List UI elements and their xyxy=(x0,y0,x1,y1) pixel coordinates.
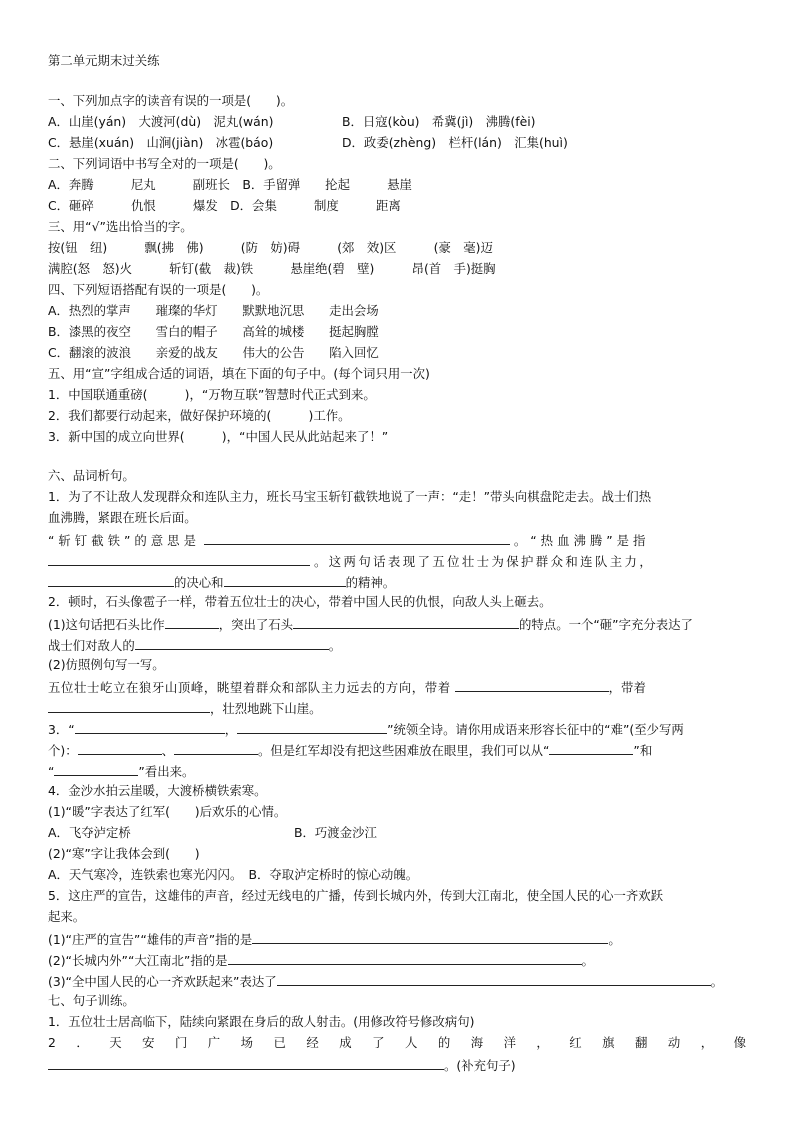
prompt-text: ”和 xyxy=(633,743,653,758)
section-6-q2-sub-2: (2)仿照例句写一写。 xyxy=(48,657,165,672)
section-6-q4-sub-1: (1)“暖”字表达了红军( )后欢乐的心情。 xyxy=(48,804,287,819)
prompt-text: ”看出来。 xyxy=(138,764,195,779)
section-6-passage-1-cont: 血沸腾，紧跟在班长后面。 xyxy=(48,510,197,525)
prompt-text: 。 xyxy=(710,974,724,989)
prompt-text: ”统领全诗。请你用成语来形容长征中的“难”(至少写两 xyxy=(387,722,684,737)
section-6-q1-line-3 xyxy=(48,572,395,592)
section-4-question: 四、下列短语搭配有误的一项是( )。 xyxy=(48,282,269,297)
answer-blank[interactable] xyxy=(174,740,258,755)
section-6-q2-line-2 xyxy=(48,635,341,655)
section-6-q2-line-4 xyxy=(48,698,322,718)
section-6-passage-2: 2．顿时，石头像雹子一样，带着五位壮士的决心，带着中国人民的仇恨，向敌人头上砸去。 xyxy=(48,594,552,609)
prompt-text: (1)这句话把石头比作 xyxy=(48,617,165,632)
section-6-q4-options-2: A．天气寒冷，连铁索也寒光闪闪。 B．夺取泸定桥时的惊心动魄。 xyxy=(48,867,419,882)
answer-blank[interactable] xyxy=(75,719,225,734)
section-2-options-ab: A．奔腾 尼丸 副班长 B．手留弹 抡起 悬崖 xyxy=(48,177,412,192)
prompt-text: 。 xyxy=(328,638,342,653)
section-3-question: 三、用“√”选出恰当的字。 xyxy=(48,219,193,234)
answer-blank[interactable] xyxy=(78,740,162,755)
section-6-passage-5-cont: 起来。 xyxy=(48,909,86,924)
section-6-passage-1: 1．为了不让敌人发现群众和连队主力，班长马宝玉斩钉截铁地说了一声：“走！”带头向棋盘陀走去。战士们热 xyxy=(48,489,652,504)
section-1-option-d: D．政委(zhèng) 栏杆(lán) 汇集(huì) xyxy=(342,135,568,150)
prompt-text: 、 xyxy=(161,743,175,758)
answer-blank[interactable] xyxy=(224,572,346,587)
section-1-option-b: B．日寇(kòu) 希冀(jì) 沸腾(fèi) xyxy=(342,114,536,129)
prompt-text: 。“热血沸腾”是指 xyxy=(513,533,650,548)
prompt-text: ，壮烈地跳下山崖。 xyxy=(210,701,322,716)
section-5-item-2: 2．我们都要行动起来，做好保护环境的( )工作。 xyxy=(48,408,351,423)
prompt-text: (2)“长城内外”“大江南北”指的是 xyxy=(48,953,228,968)
section-6-q5-sub-2 xyxy=(48,950,594,970)
section-1-question: 一、下列加点字的读音有误的一项是( )。 xyxy=(48,93,294,108)
prompt-text: (1)“庄严的宣告”“雄伟的声音”指的是 xyxy=(48,932,253,947)
section-6-q3-line-1 xyxy=(48,719,684,739)
section-3-row-1: 按(钮 纽) 飘(拂 佛) (防 妨)碍 (郊 效)区 (豪 毫)迈 xyxy=(48,240,493,255)
section-4-option-b: B．漆黑的夜空 雪白的帽子 高耸的城楼 挺起胸膛 xyxy=(48,324,379,339)
answer-blank[interactable] xyxy=(48,551,310,566)
prompt-text: “ xyxy=(48,764,55,779)
section-7-item-2-line-2 xyxy=(48,1055,516,1075)
prompt-text: ， xyxy=(224,722,238,737)
section-1-option-a: A．山崖(yán) 大渡河(dù) 泥丸(wán) xyxy=(48,114,274,129)
prompt-text: 。(补充句子) xyxy=(444,1058,516,1073)
answer-blank[interactable] xyxy=(252,929,608,944)
section-4-option-c: C．翻滚的波浪 亲爱的战友 伟大的公告 陷入回忆 xyxy=(48,345,379,360)
answer-blank[interactable] xyxy=(293,614,519,629)
section-6-passage-4: 4．金沙水拍云崖暖，大渡桥横铁索寒。 xyxy=(48,783,267,798)
section-7-item-1: 1．五位壮士居高临下，陆续向紧跟在身后的敌人射击。(用修改符号修改病句) xyxy=(48,1014,475,1029)
section-6-passage-5: 5．这庄严的宣告，这雄伟的声音，经过无线电的广播，传到长城内外，传到大江南北，使全国人民的心一齐欢跃 xyxy=(48,888,664,903)
section-2-question: 二、下列词语中书写全对的一项是( )。 xyxy=(48,156,281,171)
section-6-q5-sub-1 xyxy=(48,929,621,949)
prompt-text: 的决心和 xyxy=(174,575,224,590)
answer-blank[interactable] xyxy=(48,1055,444,1070)
answer-blank[interactable] xyxy=(228,950,582,965)
section-6-q1-line-1 xyxy=(48,530,649,550)
answer-blank[interactable] xyxy=(135,635,329,650)
prompt-text: ，带着 xyxy=(608,680,646,695)
prompt-text: ，突出了石头 xyxy=(218,617,294,632)
section-1-option-c: C．悬崖(xuán) 山涧(jiàn) 冰雹(báo) xyxy=(48,135,274,150)
prompt-text: 。 xyxy=(581,953,594,968)
prompt-text: 。 xyxy=(608,932,621,947)
section-7-question: 七、句子训练。 xyxy=(48,993,135,1008)
section-6-q2-line-1 xyxy=(48,614,693,634)
answer-blank[interactable] xyxy=(54,761,138,776)
answer-blank[interactable] xyxy=(48,698,210,713)
prompt-text: 。这两句话表现了五位壮士为保护群众和连队主力， xyxy=(313,554,655,569)
prompt-text: 个)： xyxy=(48,743,78,758)
section-7-item-2: 2．天安门广场已经成了人的海洋，红旗翻动，像 xyxy=(48,1035,746,1050)
section-5-question: 五、用“宣”字组成合适的词语，填在下面的句子中。(每个词只用一次) xyxy=(48,366,430,381)
answer-blank[interactable] xyxy=(549,740,633,755)
section-4-option-a: A．热烈的掌声 璀璨的华灯 默默地沉思 走出会场 xyxy=(48,303,379,318)
answer-blank[interactable] xyxy=(48,572,174,587)
prompt-text: 的精神。 xyxy=(345,575,396,590)
section-6-q3-line-3 xyxy=(48,761,194,781)
section-6-q4-option-b: B．巧渡金沙江 xyxy=(294,825,377,840)
section-6-q2-line-3 xyxy=(48,677,646,697)
prompt-text: 3．“ xyxy=(48,722,75,737)
section-6-q4-option-a: A．飞夺泸定桥 xyxy=(48,825,131,840)
section-6-q3-line-2 xyxy=(48,740,652,760)
prompt-text: (3)“全中国人民的心一齐欢跃起来”表达了 xyxy=(48,974,277,989)
section-6-q4-sub-2: (2)“寒”字让我体会到( ) xyxy=(48,846,200,861)
section-6-q5-sub-3 xyxy=(48,971,723,991)
prompt-text: 的特点。一个“砸”字充分表达了 xyxy=(519,617,693,632)
worksheet-title: 第二单元期末过关练 xyxy=(48,53,160,68)
section-3-row-2: 满腔(怒 怒)火 斩钉(截 裁)铁 悬崖绝(碧 壁) 昂(首 手)挺胸 xyxy=(48,261,496,276)
answer-blank[interactable] xyxy=(204,530,510,545)
prompt-text: 战士们对敌人的 xyxy=(48,638,135,653)
prompt-text: “斩钉截铁”的意思是 xyxy=(48,533,200,548)
prompt-text: 五位壮士屹立在狼牙山顶峰，眺望着群众和部队主力远去的方向，带着 xyxy=(48,680,451,695)
answer-blank[interactable] xyxy=(237,719,387,734)
prompt-text: 。但是红军却没有把这些困难放在眼里，我们可以从“ xyxy=(258,743,550,758)
section-6-q1-line-2 xyxy=(48,551,654,571)
section-2-options-cd: C．砸碎 仇恨 爆发 D．会集 制度 距离 xyxy=(48,198,401,213)
section-5-item-3: 3．新中国的成立向世界( )，“中国人民从此站起来了！” xyxy=(48,429,389,444)
answer-blank[interactable] xyxy=(455,677,609,692)
answer-blank[interactable] xyxy=(165,614,219,629)
section-5-item-1: 1．中国联通重磅( )，“万物互联”智慧时代正式到来。 xyxy=(48,387,376,402)
section-6-question: 六、品词析句。 xyxy=(48,468,135,483)
answer-blank[interactable] xyxy=(277,971,711,986)
